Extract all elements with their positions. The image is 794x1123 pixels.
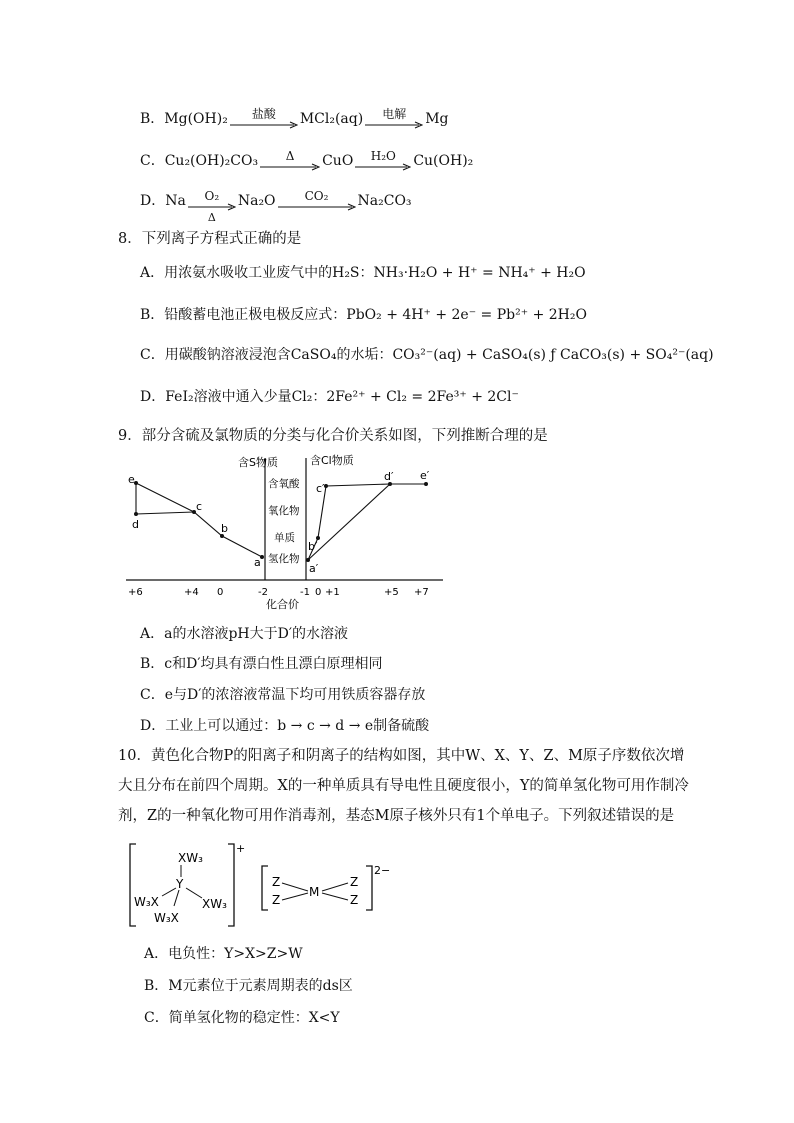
q8-stem: 8．下列离子方程式正确的是 — [118, 231, 302, 247]
arrow-condition: 盐酸 — [251, 107, 276, 121]
tick: +5 — [384, 587, 399, 598]
bond — [174, 890, 179, 906]
label-a-prime: a′ — [309, 562, 319, 575]
cation-bracket-right — [228, 844, 234, 926]
x-axis-label: 化合价 — [266, 598, 299, 610]
bond — [282, 883, 308, 891]
category-element: 单质 — [274, 532, 295, 544]
s-line — [136, 483, 262, 557]
tick: -2 — [258, 587, 268, 598]
product: Cu(OH)₂ — [413, 153, 474, 169]
right-title: 含Cl物质 — [310, 454, 354, 467]
option-label: B． — [140, 111, 165, 127]
tick: 0 — [315, 587, 322, 598]
reaction-arrow — [230, 108, 298, 129]
arrow-condition: O₂ — [204, 189, 220, 203]
q8-option-a: A．用浓氨水吸收工业废气中的H₂S：NH₃·H₂O + H⁺ = NH₄⁺ + H₂O — [140, 265, 586, 281]
label-e: e — [128, 473, 135, 486]
arrow-condition-below: Δ — [207, 211, 216, 224]
anion-z: Z — [350, 893, 359, 907]
cation-top-group: XW₃ — [178, 851, 203, 865]
anion-charge: 2− — [374, 864, 391, 877]
bond — [162, 888, 176, 896]
compound-p-structure — [124, 838, 404, 930]
tick: -1 — [300, 587, 310, 598]
cl-line — [308, 484, 426, 560]
arrow-icon — [260, 163, 320, 171]
q9-option-a: A．a的水溶液pH大于D′的水溶液 — [140, 626, 349, 642]
anion-z: Z — [272, 893, 281, 907]
arrow-icon — [188, 203, 236, 211]
reactant: Na — [165, 193, 186, 209]
q10-stem-line1: 10．黄色化合物P的阳离子和阴离子的结构如图，其中W、X、Y、Z、M原子序数依次增 — [118, 748, 685, 764]
intermediate: CuO — [322, 153, 354, 169]
arrow-icon — [355, 163, 411, 171]
intermediate: Na₂O — [237, 193, 276, 209]
label-e-prime: e′ — [420, 469, 430, 482]
point-e-prime — [424, 482, 428, 486]
q7-option-c — [140, 150, 473, 171]
cation-bottom-group: W₃X — [154, 911, 179, 925]
arrow-icon — [278, 203, 356, 211]
point-c-prime — [324, 484, 328, 488]
anion-center-atom: M — [309, 885, 320, 899]
anion-z: Z — [350, 875, 359, 889]
cation-center-atom: Y — [176, 877, 184, 891]
s-line-d — [136, 512, 194, 514]
arrow-condition: Δ — [285, 149, 295, 163]
arrow-condition: CO₂ — [304, 189, 329, 203]
product: Mg — [425, 111, 449, 127]
category-oxide: 氧化物 — [268, 505, 300, 517]
bond — [186, 888, 202, 898]
intermediate: MCl₂(aq) — [299, 111, 364, 127]
bond — [322, 883, 348, 891]
sulfur-chlorine-valence-figure — [118, 450, 448, 610]
q10-option-b: B．M元素位于元素周期表的ds区 — [144, 978, 353, 994]
label-b: b — [221, 522, 228, 535]
q10-option-a: A．电负性：Y>X>Z>W — [144, 946, 303, 962]
reaction-arrow — [278, 190, 356, 211]
q8-option-c: C．用碳酸钠溶液浸泡含CaSO₄的水垢：CO₃²⁻(aq) + CaSO₄(s) ƒ CaCO₃(s) + SO₄²⁻(aq) — [140, 347, 714, 363]
arrow-icon — [230, 121, 298, 129]
tick: +6 — [128, 587, 143, 598]
reactant: Cu₂(OH)₂CO₃ — [164, 153, 259, 169]
reaction-arrow — [260, 150, 320, 171]
q7-option-d — [140, 189, 412, 224]
tick: +4 — [184, 587, 199, 598]
bond — [322, 893, 348, 900]
arrow-condition: H₂O — [370, 149, 396, 163]
reaction-arrow — [355, 150, 411, 171]
label-b-prime: b′ — [308, 540, 318, 553]
q9-option-b: B．c和D′均具有漂白性且漂白原理相同 — [140, 656, 383, 672]
reaction-arrow — [188, 189, 236, 224]
q9-option-d: D．工业上可以通过：b → c → d → e制备硫酸 — [140, 718, 430, 734]
left-title: 含S物质 — [238, 456, 278, 469]
arrow-icon — [365, 121, 423, 129]
tick: +7 — [414, 587, 429, 598]
q8-option-d: D．FeI₂溶液中通入少量Cl₂：2Fe²⁺ + Cl₂ = 2Fe³⁺ + 2Cl⁻ — [140, 389, 519, 405]
option-label: C． — [140, 153, 165, 169]
category-hydride: 氢化物 — [268, 553, 300, 565]
label-c-prime: c′ — [316, 482, 325, 495]
point-d — [134, 512, 138, 516]
q10-stem-line3: 剂，Z的一种氧化物可用作消毒剂，基态M原子核外只有1个单电子。下列叙述错误的是 — [118, 808, 675, 824]
q10-stem-line2: 大且分布在前四个周期。X的一种单质具有导电性且硬度很小，Y的简单氢化物可用作制冷 — [118, 778, 689, 794]
category-oxyacid: 含氧酸 — [268, 478, 300, 490]
cation-bracket-left — [130, 844, 136, 926]
product: Na₂CO₃ — [357, 193, 412, 209]
label-d-prime: d′ — [384, 470, 394, 483]
reaction-arrow — [365, 108, 423, 129]
label-d: d — [132, 518, 139, 531]
option-label: D． — [140, 193, 166, 209]
q7-option-b — [140, 108, 449, 129]
cation-left-group: W₃X — [134, 895, 159, 909]
cation-right-group: XW₃ — [202, 897, 227, 911]
anion-bracket-left — [262, 866, 268, 910]
reactant: Mg(OH)₂ — [164, 111, 228, 127]
q9-stem: 9．部分含硫及氯物质的分类与化合价关系如图，下列推断合理的是 — [118, 428, 548, 444]
q10-option-c: C．简单氢化物的稳定性：X<Y — [144, 1010, 340, 1026]
cation-charge: + — [236, 842, 246, 855]
label-a: a — [254, 556, 261, 569]
q9-option-c: C．e与D′的浓溶液常温下均可用铁质容器存放 — [140, 687, 426, 703]
q8-option-b: B．铅酸蓄电池正极电极反应式：PbO₂ + 4H⁺ + 2e⁻ = Pb²⁺ + 2H₂O — [140, 307, 587, 323]
arrow-condition: 电解 — [382, 107, 407, 121]
anion-bracket-right — [366, 866, 372, 910]
label-c: c — [196, 500, 203, 513]
tick: 0 — [217, 587, 224, 598]
tick: +1 — [325, 587, 340, 598]
bond — [282, 893, 308, 900]
anion-z: Z — [272, 875, 281, 889]
